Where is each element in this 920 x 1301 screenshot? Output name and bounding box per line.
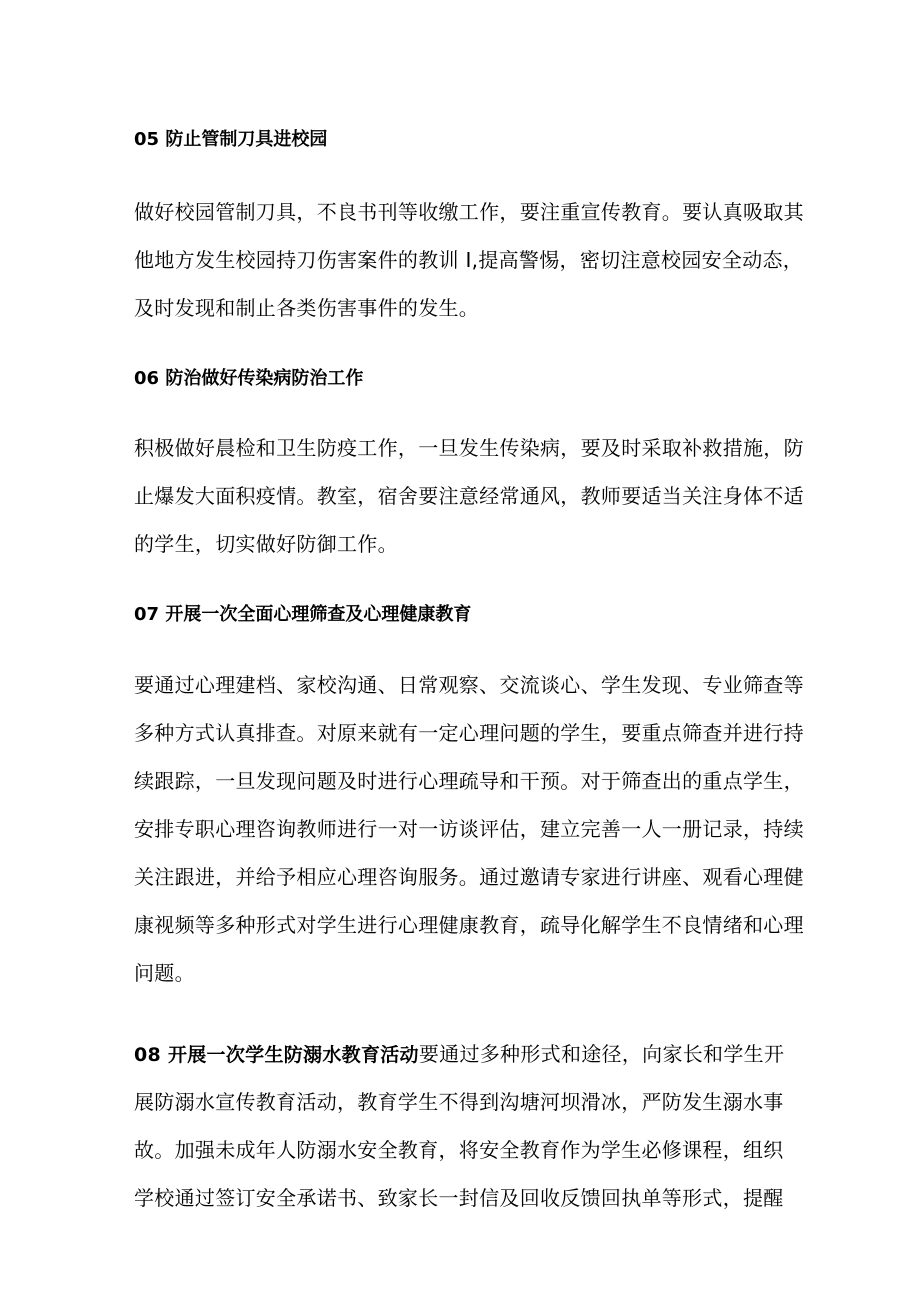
section-05-heading: 05 防止管制刀具进校园	[134, 129, 328, 150]
section-07-line-6: 康视频等多种形式对学生进行心理健康教育，疏导化解学生不良情绪和心理	[134, 913, 804, 937]
section-06-line-3: 的学生，切实做好防御工作。	[134, 532, 398, 556]
section-07-line-1: 要通过心理建档、家校沟通、日常观察、交流谈心、学生发现、专业筛查等	[134, 673, 804, 697]
section-08-line-3: 故。加强未成年人防溺水安全教育，将安全教育作为学生必修课程，组织	[134, 1138, 784, 1162]
section-08-line-2: 展防溺水宣传教育活动，教育学生不得到沟塘河坝滑冰，严防发生溺水事	[134, 1090, 784, 1114]
section-07-line-5: 关注跟进，并给予相应心理咨询服务。通过邀请专家进行讲座、观看心理健	[134, 865, 804, 889]
section-08-line-1	[134, 1030, 824, 1078]
section-08-line-4: 学校通过签订安全承诺书、致家长一封信及回收反馈回执单等形式，提醒	[134, 1186, 784, 1210]
section-06-paragraph	[134, 424, 824, 568]
section-05-line-3: 及时发现和制止各类伤害事件的发生。	[134, 296, 480, 320]
section-06-line-1: 积极做好晨检和卫生防疫工作，一旦发生传染病，要及时采取补救措施，防	[134, 436, 804, 460]
section-05-line-1: 做好校园管制刀具，不良书刊等收缴工作，要注重宣传教育。要认真吸取其	[134, 200, 804, 224]
section-08-line-1-text: 要通过多种形式和途径，向家长和学生开	[418, 1042, 785, 1066]
section-07-heading: 07 开展一次全面心理筛查及心理健康教育	[134, 604, 472, 625]
section-07-line-3: 续跟踪，一旦发现问题及时进行心理疏导和干预。对于筛查出的重点学生，	[134, 769, 804, 793]
section-07-line-2: 多种方式认真排查。对原来就有一定心理问题的学生，要重点筛查并进行持	[134, 721, 804, 745]
section-07-paragraph	[134, 661, 824, 997]
section-08-heading: 08 开展一次学生防溺水教育活动	[134, 1044, 419, 1066]
section-06-line-2: 止爆发大面积疫情。教室，宿舍要注意经常通风，教师要适当关注身体不适	[134, 484, 804, 508]
section-08-paragraph	[134, 1030, 824, 1222]
section-05-line-2: 他地方发生校园持刀伤害案件的教训 I,提高警惕，密切注意校园安全动态，	[134, 248, 804, 272]
section-06-heading: 06 防治做好传染病防治工作	[134, 368, 364, 389]
section-07-line-7: 问题。	[134, 961, 195, 985]
section-07-line-4: 安排专职心理咨询教师进行一对一访谈评估，建立完善一人一册记录，持续	[134, 817, 804, 841]
section-05-paragraph	[134, 188, 824, 332]
